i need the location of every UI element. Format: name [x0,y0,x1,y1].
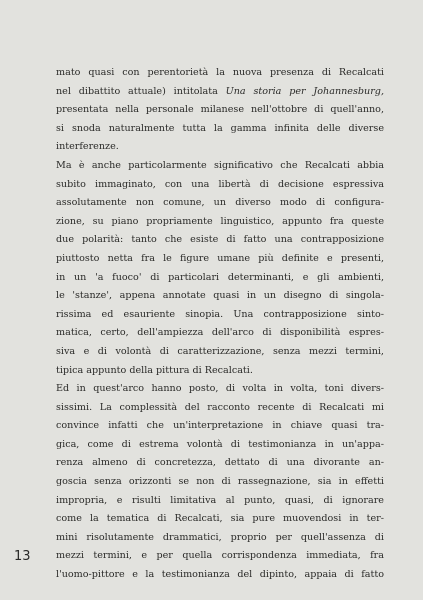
text-line: assolutamente non comune, un diverso modo di configura- [56,197,384,209]
text-line: subito immaginato, con una libertà di decisione espressiva [56,178,384,190]
text-line: rissima ed esauriente sinopia. Una contrapposizione sinto- [56,308,384,320]
text-line: zione, su piano propriamente linguistico, appunto fra queste [56,215,384,227]
text-line [56,83,384,102]
text-line: Ed in quest'arco hanno posto, di volta in volta, toni divers- [56,383,384,395]
text-line: le 'stanze', appena annotate quasi in un disegno di singola- [56,290,384,302]
text-line: sissimi. La complessità del racconto recente di Recalcati mi [56,401,384,413]
text-line: due polarità: tanto che esiste di fatto una contrapposizione [56,234,384,246]
italic-title: Una storia per Johannesburg, [225,85,384,97]
text-line: renza almeno di concretezza, dettato di una divorante an- [56,457,384,469]
text-line: convince infatti che un'interpretazione in chiave quasi tra- [56,420,384,432]
body-text [56,64,384,585]
text-line: goscia senza orizzonti se non di rassegnazione, sia in effetti [56,476,384,488]
text-line: Ma è anche particolarmente significativo che Recalcati abbia [56,159,384,171]
text-line: in un 'a fuoco' di particolari determinanti, e gli ambienti, [56,271,384,283]
text-line: si snoda naturalmente tutta la gamma infinita delle diverse [56,122,384,134]
text-line: interferenze. [56,141,119,153]
text-line: l'uomo-pittore e la testimonianza del dipinto, appaia di fatto [56,569,384,581]
text-line: come la tematica di Recalcati, sia pure muovendosi in ter- [56,513,384,525]
text-line: mato quasi con perentorietà la nuova presenza di Recalcati [56,67,384,78]
text-line: mini risolutamente drammatici, proprio per quell'assenza di [56,531,384,543]
text-span: nel dibattito attuale) intitolata [56,85,226,97]
page-number: 13 [14,549,31,564]
text-line: matica, certo, dell'ampiezza dell'arco di disponibilità espres- [56,327,384,339]
text-line: tipica appunto della pittura di Recalcati. [56,364,253,376]
text-line: piuttosto netta fra le figure umane più definite e presenti, [56,252,384,264]
text-line: siva e di volontà di caratterizzazione, senza mezzi termini, [56,345,384,357]
text-line: impropria, e risulti limitativa al punto, quasi, di ignorare [56,494,384,506]
text-line: mezzi termini, e per quella corrispondenza immediata, fra [56,550,384,562]
text-line: gica, come di estrema volontà di testimonianza in un'appa- [56,438,384,450]
text-line: presentata nella personale milanese nell'ottobre di quell'anno, [56,104,384,116]
